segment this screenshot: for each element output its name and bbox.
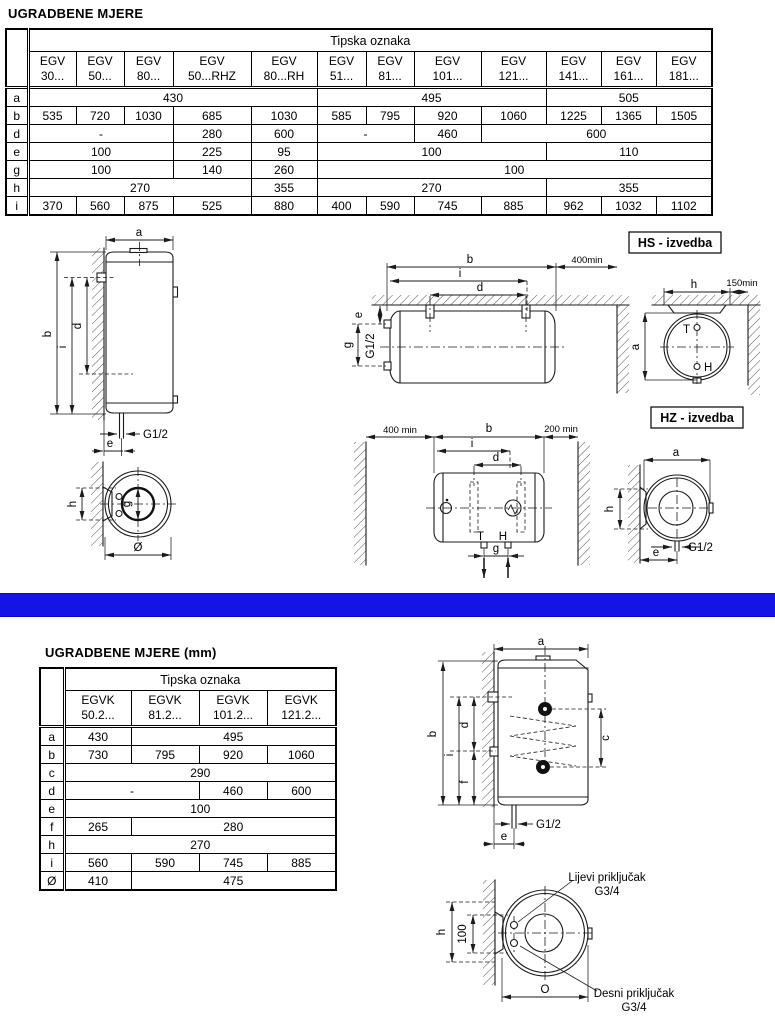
table-cell: 560 [76,197,124,216]
dim-label-g: g [492,543,500,555]
table-row [40,800,336,818]
table-row [40,782,336,800]
table-row [40,727,336,746]
egvk-bottom-view [436,872,675,1014]
table-cell: 745 [199,854,267,872]
row-label: b [6,107,28,125]
blue-divider-bar [0,593,775,617]
table-cell: 875 [124,197,173,216]
hz-izvedba-label [651,407,743,428]
table-cell: 140 [173,161,251,179]
left-connection-label: Lijevi priključak [568,872,646,884]
dim-label-g12: G1/2 [536,819,561,831]
model-header-row [6,52,712,88]
egv-bottom-view [67,462,176,560]
table-cell: 110 [546,143,712,161]
column-header: EGV 50...RHZ [173,52,251,88]
dim-label-g: g [342,341,354,349]
table-cell: 880 [251,197,317,216]
table-cell: 495 [317,88,546,107]
table-row [40,872,336,891]
dim-label-b: b [427,730,439,738]
table-cell: 535 [28,107,76,125]
hs-horizontal-side-view [342,254,629,393]
table-cell: 100 [317,161,712,179]
table-cell: 265 [64,818,131,836]
row-label: h [40,836,64,854]
table-cell: 410 [64,872,131,891]
left-connection-size: G3/4 [594,886,620,898]
table-cell: 1060 [267,746,336,764]
table-cell: 355 [251,179,317,197]
dim-label-i: i [444,753,456,757]
table-cell: 430 [64,727,131,746]
table-cell: 1225 [546,107,601,125]
dim-label-g12: G1/2 [143,429,168,441]
dim-label-f: f [459,780,471,784]
table-cell: 260 [251,161,317,179]
row-label: f [40,818,64,836]
table-row [40,836,336,854]
table-cell: 100 [317,143,546,161]
row-label: e [6,143,28,161]
type-designation-header: Tipska oznaka [28,29,712,52]
dim-label-e: e [500,831,508,843]
table-cell: 475 [131,872,336,891]
table-cell: 495 [131,727,336,746]
dim-label-e: e [106,438,114,450]
table-header-row [40,668,336,691]
table-cell: 460 [199,782,267,800]
table-cell: 505 [546,88,712,107]
egv-dimensions-table [5,28,713,216]
dim-label-d: d [72,322,84,330]
hs-izvedba-label [629,232,721,253]
table-cell: 1032 [601,197,656,216]
table-cell: 225 [173,143,251,161]
table-cell: - [28,125,173,143]
row-label: i [40,854,64,872]
table-cell: 1505 [656,107,712,125]
table-cell: 745 [414,197,481,216]
dim-label-100: 100 [457,924,469,944]
corner-cell [6,29,28,88]
row-label: a [6,88,28,107]
dim-label-o: O [540,984,550,996]
table-row [6,179,712,197]
hz-horizontal-side-view [354,423,590,578]
table-cell: 1365 [601,107,656,125]
row-label: g [6,161,28,179]
table-row [40,746,336,764]
dim-label-i: i [458,268,462,280]
table-row [40,854,336,872]
table-cell: 920 [199,746,267,764]
table-row [6,143,712,161]
dim-label-g: g [121,500,133,508]
table-cell: 270 [64,836,336,854]
dim-label-a: a [537,636,545,648]
hz-end-view [604,447,713,564]
dim-label-h: h [436,928,448,936]
table-cell: 885 [481,197,546,216]
dim-label-400min: 400min [571,255,603,266]
row-label: Ø [40,872,64,891]
table-cell: 590 [131,854,199,872]
dim-label-d: d [476,282,484,294]
table-cell: 885 [267,854,336,872]
section2-title: UGRADBENE MJERE (mm) [45,645,217,660]
column-header: EGVK 81.2... [131,691,199,727]
table-row [6,107,712,125]
table-cell: 290 [64,764,336,782]
row-label: b [40,746,64,764]
dim-label-h: h [604,505,616,513]
table-row [6,125,712,143]
dim-label-e: e [652,547,660,559]
row-label: h [6,179,28,197]
column-header: EGV 30... [28,52,76,88]
type-designation-header: Tipska oznaka [64,668,336,691]
column-header: EGV 161... [601,52,656,88]
connection-label-h: H [704,362,713,374]
row-label: i [6,197,28,216]
column-header: EGVK 101.2... [199,691,267,727]
table-cell: 460 [414,125,481,143]
table-cell: 600 [251,125,317,143]
egvk-dimensions-table [39,667,337,891]
table-row [40,764,336,782]
table-cell: - [317,125,414,143]
row-label: d [6,125,28,143]
dim-label-a: a [135,227,143,239]
dim-label-g12: G1/2 [688,542,713,554]
dim-label-i: i [57,345,69,349]
dim-label-e: e [353,311,365,319]
table-cell: 590 [366,197,414,216]
table-cell: 795 [131,746,199,764]
table-cell: 1060 [481,107,546,125]
column-header: EGVK 121.2... [267,691,336,727]
column-header: EGV 50... [76,52,124,88]
table-cell: 270 [317,179,546,197]
connection-label-t: T [682,324,690,336]
dim-label-400min: 400 min [383,425,417,436]
dim-label-h: h [67,500,79,508]
column-header: EGV 121... [481,52,546,88]
column-header: EGVK 50.2... [64,691,131,727]
row-label: c [40,764,64,782]
table-cell: 430 [28,88,317,107]
right-connection-label: Desni priključak [593,988,675,1000]
egvk-vertical-side-view [427,636,612,849]
table-cell: 100 [28,161,173,179]
connection-label-h: H [498,531,507,543]
table-cell: 370 [28,197,76,216]
table-header-row [6,29,712,52]
dim-label-d: d [459,721,471,729]
connection-label-t: T [476,531,484,543]
egv-vertical-side-view [42,227,178,456]
dim-label-b: b [485,423,493,435]
table-row [6,161,712,179]
dim-label-d: d [492,452,500,464]
table-row [6,197,712,216]
table-cell: 600 [267,782,336,800]
table-cell: 400 [317,197,366,216]
table-cell: 720 [76,107,124,125]
right-connection-size: G3/4 [621,1002,647,1014]
hs-izvedba-text: HS - izvedba [637,236,713,250]
dim-label-i: i [470,438,474,450]
row-label: e [40,800,64,818]
hs-end-view [630,278,760,395]
table-cell: 560 [64,854,131,872]
table-cell: 270 [28,179,251,197]
column-header: EGV 141... [546,52,601,88]
dim-label-g12: G1/2 [365,333,377,359]
table-row [6,88,712,107]
table-cell: 1102 [656,197,712,216]
table-cell: 355 [546,179,712,197]
dim-label-c: c [600,735,612,741]
table-cell: 585 [317,107,366,125]
model-header-row [40,691,336,727]
table-cell: 685 [173,107,251,125]
table-cell: 1030 [124,107,173,125]
dim-label-200min: 200 min [544,424,578,435]
table-cell: 100 [28,143,173,161]
column-header: EGV 51... [317,52,366,88]
table-cell: 1030 [251,107,317,125]
corner-cell [40,668,64,727]
hz-izvedba-text: HZ - izvedba [660,411,734,425]
table-cell: 95 [251,143,317,161]
table-cell: 795 [366,107,414,125]
dim-label-b: b [42,330,54,338]
column-header: EGV 101... [414,52,481,88]
column-header: EGV 80... [124,52,173,88]
table-cell: 730 [64,746,131,764]
dim-label-150min: 150min [726,278,758,289]
table-cell: - [64,782,199,800]
dim-label-diameter: Ø [133,542,143,554]
table-cell: 600 [481,125,712,143]
table-row [40,818,336,836]
table-cell: 280 [131,818,336,836]
dim-label-a: a [630,343,642,351]
dim-label-b: b [466,254,474,266]
table-cell: 280 [173,125,251,143]
dim-label-h: h [690,279,698,291]
section1-title: UGRADBENE MJERE [8,6,144,21]
table-cell: 962 [546,197,601,216]
column-header: EGV 80...RH [251,52,317,88]
column-header: EGV 181... [656,52,712,88]
column-header: EGV 81... [366,52,414,88]
row-label: a [40,727,64,746]
table-cell: 100 [64,800,336,818]
table-cell: 920 [414,107,481,125]
dim-label-a: a [672,447,680,459]
egvk-diagrams [420,618,775,1024]
installation-diagrams [0,218,775,592]
table-cell: 525 [173,197,251,216]
row-label: d [40,782,64,800]
